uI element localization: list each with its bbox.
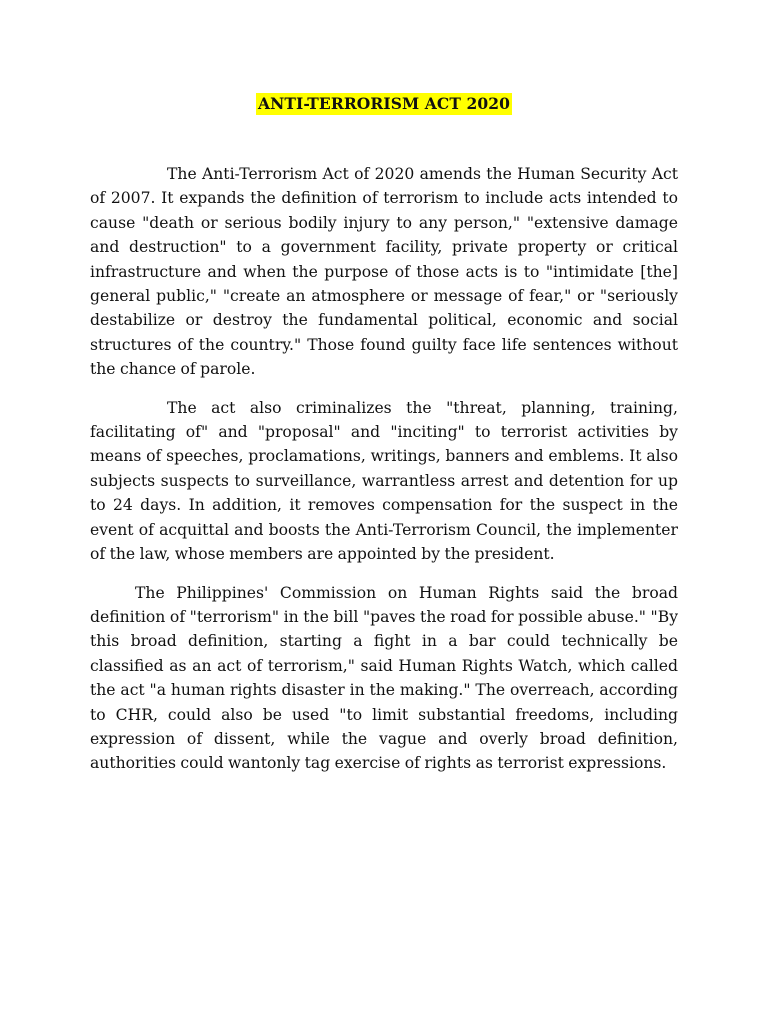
paragraph-definition: The Anti-Terrorism Act of 2020 amends the Human Security Act of 2007. It expands the definition of terrorism to include acts intended to cause "death or serious bodily injury to any person," "extensive damage and destruction" to a government facility, private property or critical infrastructure and when the purpose of those acts is to "intimidate [the] general public," "create an atmosphere or message of fear," or "seriously destabilize or destroy the fundamental political, economic and social structures of the country." Those found guilty face life sentences without the chance of parole.	[90, 165, 678, 379]
title-container	[0, 93, 768, 115]
document-title: ANTI-TERRORISM ACT 2020	[257, 94, 511, 113]
paragraph-criticism: The Philippines' Commission on Human Rights said the broad definition of "terrorism" in the bill "paves the road for possible abuse." "By this broad definition, starting a fight in a bar could technically be classified as an act of terrorism," said Human Rights Watch, which called the act "a human rights disaster in the making." The overreach, according to CHR, could also be used "to limit substantial freedoms, including expression of dissent, while the vague and overly broad definition, authorities could wantonly tag exercise of rights as terrorist expressions.	[90, 583, 678, 773]
document-body	[90, 162, 678, 790]
paragraph-criminalization: The act also criminalizes the "threat, planning, training, facilitating of" and "proposal" and "inciting" to terrorist activities by means of speeches, proclamations, writings, banners and emblems. It also subjects suspects to surveillance, warrantless arrest and detention for up to 24 days. In addition, it removes compensation for the suspect in the event of acquittal and boosts the Anti-Terrorism Council, the implementer of the law, whose members are appointed by the president.	[90, 398, 678, 564]
